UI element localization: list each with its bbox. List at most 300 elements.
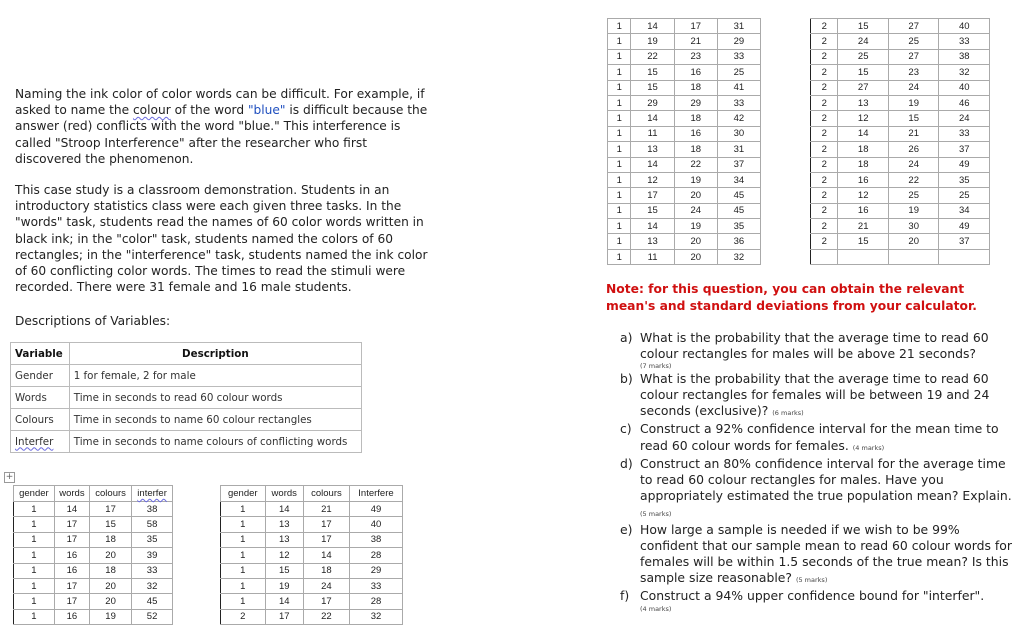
table-cell: 1: [608, 34, 631, 49]
table-cell: 37: [939, 142, 990, 157]
table-row: [811, 34, 990, 49]
table-row: [608, 249, 761, 264]
table-cell: 40: [939, 19, 990, 34]
table-cell: 58: [132, 517, 173, 532]
table-cell: 2: [811, 219, 838, 234]
column-header: words: [54, 486, 89, 502]
table-cell: 16: [838, 172, 889, 187]
table-row: [608, 234, 761, 249]
table-cell: 1: [14, 578, 55, 593]
table-cell: 2: [811, 95, 838, 110]
table-cell: 32: [717, 249, 760, 264]
table-cell: 37: [717, 157, 760, 172]
var-desc: 1 for female, 2 for male: [69, 365, 361, 387]
table-row: [14, 502, 173, 517]
table-cell: 34: [939, 203, 990, 218]
table-cell: 21: [674, 34, 717, 49]
table-cell: 16: [674, 126, 717, 141]
table-cell: 17: [54, 517, 89, 532]
table-cell: 38: [349, 532, 402, 547]
table-cell: 16: [674, 65, 717, 80]
table-cell: 19: [674, 172, 717, 187]
table-row: [811, 172, 990, 187]
table-cell: 41: [717, 80, 760, 95]
table-row: [811, 142, 990, 157]
table-cell: 1: [221, 578, 266, 593]
table-row: [14, 609, 173, 624]
table-cell: 12: [265, 548, 303, 563]
table-cell: 19: [265, 578, 303, 593]
table-cell: 2: [811, 126, 838, 141]
table-cell: 15: [838, 19, 889, 34]
table-row: [608, 157, 761, 172]
header-description: Description: [69, 343, 361, 365]
table-cell: 20: [674, 188, 717, 203]
table-cell: 1: [221, 502, 266, 517]
question-text: What is the probability that the average time to read 60 colour rectangles for males will be above 21 seconds?: [640, 330, 989, 362]
table-cell: 14: [54, 502, 89, 517]
table-cell: 12: [838, 111, 889, 126]
question-label: b): [620, 371, 633, 387]
table-cell: 18: [303, 563, 349, 578]
table-cell: 22: [674, 157, 717, 172]
table-row: [811, 188, 990, 203]
table-cell: 1: [14, 609, 55, 624]
var-desc: Time in seconds to read 60 colour words: [69, 387, 361, 409]
table-cell: 31: [717, 19, 760, 34]
table-cell: 1: [608, 234, 631, 249]
table-cell: 1: [608, 219, 631, 234]
marks-label: (4 marks): [640, 604, 672, 613]
table-cell: 20: [89, 548, 131, 563]
intro-paragraph-2: This case study is a classroom demonstration. Students in an introductory statistics class were each given three tasks. In the "words" task, students read the names of 60 color words written in black ink; in the "color" task, students named the colors of 60 rectangles; in the "interference" task, students named the ink color of 60 conflicting color words. The times to read the stimuli were recorded. There were 31 female and 16 male students.: [15, 183, 428, 295]
table-cell: 46: [939, 95, 990, 110]
table-cell: 18: [89, 532, 131, 547]
table-row: [221, 609, 403, 624]
variables-table: [10, 342, 362, 453]
table-cell: 29: [631, 95, 674, 110]
table-cell: 45: [132, 594, 173, 609]
marks-label: (7 marks): [640, 362, 672, 371]
table-cell: 17: [674, 19, 717, 34]
table-row: [221, 517, 403, 532]
table-cell: 17: [54, 594, 89, 609]
table-cell: 1: [221, 532, 266, 547]
table-cell: 16: [54, 609, 89, 624]
table-cell: 15: [838, 65, 889, 80]
table-row: [811, 219, 990, 234]
table-cell: 45: [717, 203, 760, 218]
table-cell: 13: [265, 517, 303, 532]
data-table-bottom-2: [220, 485, 403, 625]
table-cell: 1: [608, 80, 631, 95]
table-cell: 18: [838, 142, 889, 157]
table-cell: 2: [811, 142, 838, 157]
table-cell: 1: [221, 594, 266, 609]
table-cell: [811, 249, 838, 264]
table-cell: 15: [631, 65, 674, 80]
table-cell: 1: [608, 65, 631, 80]
table-cell: 2: [811, 234, 838, 249]
question-a: [620, 330, 1012, 371]
table-cell: 32: [132, 578, 173, 593]
table-cell: 25: [888, 188, 939, 203]
question-label: d): [620, 455, 633, 471]
question-d: [620, 456, 1012, 522]
table-cell: 22: [888, 172, 939, 187]
table-cell: 13: [838, 95, 889, 110]
var-desc: Time in seconds to name colours of conflicting words: [69, 431, 361, 453]
table-cell: 17: [303, 532, 349, 547]
table-cell: 35: [717, 219, 760, 234]
table-row: [811, 19, 990, 34]
table-cell: 20: [674, 234, 717, 249]
var-desc: Time in seconds to name 60 colour rectangles: [69, 409, 361, 431]
intro-text: Naming the ink color of color words can be difficult. For example, if asked to name the: [15, 87, 425, 118]
table-cell: 20: [888, 234, 939, 249]
table-cell: 1: [14, 594, 55, 609]
table-cell: 2: [811, 19, 838, 34]
question-label: a): [620, 330, 633, 345]
table-row: [811, 111, 990, 126]
table-cell: 1: [608, 157, 631, 172]
table-cell: 33: [939, 126, 990, 141]
table-cell: 27: [838, 80, 889, 95]
marks-label: (5 marks): [795, 576, 828, 585]
table-row: [608, 34, 761, 49]
table-cell: 13: [631, 142, 674, 157]
table-cell: 2: [811, 157, 838, 172]
table-cell: 16: [838, 203, 889, 218]
table-row: [608, 80, 761, 95]
table-row: [608, 19, 761, 34]
table-cell: 11: [631, 126, 674, 141]
table-cell: 1: [608, 203, 631, 218]
table-row: [608, 126, 761, 141]
table-cell: 31: [717, 142, 760, 157]
column-header: gender: [221, 486, 266, 502]
table-row: [221, 502, 403, 517]
question-c: [620, 421, 1012, 455]
table-row: [608, 188, 761, 203]
table-row: [608, 172, 761, 187]
table-row: [14, 517, 173, 532]
table-cell: 2: [811, 203, 838, 218]
table-cell: 17: [303, 594, 349, 609]
table-cell: 25: [717, 65, 760, 80]
table-cell: 18: [674, 80, 717, 95]
intro-paragraph-1: [15, 86, 435, 167]
table-cell: 26: [888, 142, 939, 157]
table-cell: 40: [349, 517, 402, 532]
table-cell: 17: [89, 502, 131, 517]
table-row: [811, 80, 990, 95]
table-cell: 23: [888, 65, 939, 80]
table-cell: 1: [608, 49, 631, 64]
table-cell: 24: [838, 34, 889, 49]
table-cell: 30: [888, 219, 939, 234]
table-row: [608, 95, 761, 110]
table-cell: 38: [939, 49, 990, 64]
question-label: c): [620, 421, 632, 437]
table-cell: 21: [888, 126, 939, 141]
table-cell: 1: [608, 142, 631, 157]
table-row: [811, 95, 990, 110]
var-name: Words: [11, 387, 70, 409]
table-cell: 34: [717, 172, 760, 187]
table-cell: 2: [811, 188, 838, 203]
question-text: Construct an 80% confidence interval for the average time to read 60 colour rectangles for males. Have you appropriately estimated the true population mean? Explain.: [640, 455, 1012, 503]
table-cell: 30: [717, 126, 760, 141]
table-cell: 1: [221, 548, 266, 563]
question-e: [620, 522, 1012, 588]
table-cell: 14: [838, 126, 889, 141]
table-row: [811, 49, 990, 64]
table-cell: 16: [54, 548, 89, 563]
table-row: [811, 65, 990, 80]
table-cell: 24: [888, 80, 939, 95]
blue-word: "blue": [247, 103, 286, 118]
table-cell: 45: [717, 188, 760, 203]
table-cell: [838, 249, 889, 264]
table-cell: 32: [939, 65, 990, 80]
column-header: gender: [14, 486, 55, 502]
table-cell: 28: [349, 594, 402, 609]
table-cell: 49: [939, 157, 990, 172]
table-cell: 27: [888, 49, 939, 64]
table-cell: 1: [608, 19, 631, 34]
table-row: [608, 142, 761, 157]
table-cell: 17: [631, 188, 674, 203]
table-row: [221, 578, 403, 593]
question-b: [620, 371, 1012, 421]
table-cell: 1: [608, 249, 631, 264]
table-cell: 37: [939, 234, 990, 249]
table-cell: 17: [54, 532, 89, 547]
table-cell: 17: [303, 517, 349, 532]
table-cell: 25: [939, 188, 990, 203]
table-cell: 2: [811, 34, 838, 49]
table-cell: 2: [221, 609, 266, 624]
table-cell: 49: [349, 502, 402, 517]
table-cell: 1: [608, 126, 631, 141]
question-text: What is the probability that the average time to read 60 colour rectangles for females will be between 19 and 24 seconds (exclusive)?: [640, 371, 990, 419]
questions-list: [620, 330, 1012, 614]
table-cell: 14: [631, 157, 674, 172]
table-cell: 2: [811, 49, 838, 64]
table-cell: 14: [265, 594, 303, 609]
table-cell: 23: [674, 49, 717, 64]
table-cell: 35: [132, 532, 173, 547]
table-row: [608, 49, 761, 64]
header-variable: Variable: [11, 343, 70, 365]
marks-label: (4 marks): [852, 443, 885, 452]
table-row: [14, 532, 173, 547]
table-cell: 25: [838, 49, 889, 64]
data-table-bottom-1: [13, 485, 173, 625]
table-cell: 33: [717, 95, 760, 110]
table-cell: 21: [303, 502, 349, 517]
table-cell: 38: [132, 502, 173, 517]
table-cell: 28: [349, 548, 402, 563]
table-cell: 24: [888, 157, 939, 172]
table-cell: 2: [811, 111, 838, 126]
table-cell: 15: [89, 517, 131, 532]
table-row: [811, 157, 990, 172]
column-header: interfer: [132, 486, 173, 502]
marks-label: (6 marks): [772, 409, 804, 418]
table-cell: 22: [631, 49, 674, 64]
table-cell: 1: [608, 172, 631, 187]
var-name: Interfer: [11, 431, 70, 453]
calculator-note: Note: for this question, you can obtain the relevant mean's and standard deviations from your calculator.: [606, 282, 977, 313]
column-header: Interfere: [349, 486, 402, 502]
table-cell: 1: [14, 502, 55, 517]
table-move-handle[interactable]: +: [5, 472, 14, 482]
table-cell: 35: [939, 172, 990, 187]
table-row: [608, 219, 761, 234]
table-cell: 29: [717, 34, 760, 49]
header-row: [14, 486, 173, 502]
intro-text: of the word: [170, 103, 248, 118]
table-cell: 39: [132, 548, 173, 563]
table-cell: 15: [838, 234, 889, 249]
table-cell: 52: [132, 609, 173, 624]
table-cell: 2: [811, 80, 838, 95]
table-cell: 14: [631, 219, 674, 234]
question-label: f): [620, 588, 630, 604]
question-text: Construct a 94% upper confidence bound for "interfer".: [640, 588, 985, 604]
table-cell: 1: [221, 563, 266, 578]
table-cell: 15: [631, 203, 674, 218]
table-row: [14, 548, 173, 563]
table-cell: 1: [14, 517, 55, 532]
table-cell: 11: [631, 249, 674, 264]
table-cell: 42: [717, 111, 760, 126]
table-cell: 14: [631, 111, 674, 126]
question-label: e): [620, 522, 633, 538]
table-cell: 14: [303, 548, 349, 563]
table-cell: 33: [939, 34, 990, 49]
table-cell: 18: [838, 157, 889, 172]
data-table-top-1: [607, 18, 761, 265]
table-cell: 20: [89, 594, 131, 609]
var-name: Gender: [11, 365, 70, 387]
column-header: colours: [303, 486, 349, 502]
table-row: [608, 65, 761, 80]
marks-label: (5 marks): [640, 509, 672, 518]
table-row: [221, 548, 403, 563]
table-cell: 19: [674, 219, 717, 234]
table-cell: 36: [717, 234, 760, 249]
column-header: colours: [89, 486, 131, 502]
table-cell: 25: [888, 34, 939, 49]
table-cell: 27: [888, 19, 939, 34]
table-cell: 1: [14, 548, 55, 563]
table-cell: 22: [303, 609, 349, 624]
table-row: [608, 203, 761, 218]
spellcheck-word: colour: [132, 103, 171, 118]
table-cell: 14: [631, 19, 674, 34]
table-cell: 29: [674, 95, 717, 110]
table-row: [811, 203, 990, 218]
table-cell: 40: [939, 80, 990, 95]
table-cell: 49: [939, 219, 990, 234]
table-cell: 18: [89, 563, 131, 578]
header-row: [221, 486, 403, 502]
table-row: [14, 578, 173, 593]
table-row: [221, 532, 403, 547]
table-cell: 18: [674, 142, 717, 157]
table-cell: 21: [838, 219, 889, 234]
table-cell: [888, 249, 939, 264]
table-cell: 24: [303, 578, 349, 593]
question-text: Construct a 92% confidence interval for the mean time to read 60 colour words for females.: [640, 421, 999, 453]
table-cell: 2: [811, 65, 838, 80]
question-f: [620, 588, 1012, 613]
table-cell: 19: [89, 609, 131, 624]
table-cell: 13: [265, 532, 303, 547]
table-cell: 33: [349, 578, 402, 593]
table-cell: 19: [888, 203, 939, 218]
table-cell: 1: [608, 188, 631, 203]
table-cell: 15: [888, 111, 939, 126]
table-cell: 33: [132, 563, 173, 578]
table-row: [811, 126, 990, 141]
table-cell: 16: [54, 563, 89, 578]
table-cell: 17: [265, 609, 303, 624]
table-cell: 1: [608, 111, 631, 126]
var-name: Colours: [11, 409, 70, 431]
table-cell: 13: [631, 234, 674, 249]
table-cell: 19: [888, 95, 939, 110]
data-table-top-2: [810, 18, 990, 265]
table-cell: 15: [265, 563, 303, 578]
table-cell: 19: [631, 34, 674, 49]
table-cell: 24: [674, 203, 717, 218]
table-cell: 32: [349, 609, 402, 624]
table-cell: 24: [939, 111, 990, 126]
table-cell: 12: [838, 188, 889, 203]
table-row: [608, 111, 761, 126]
table-row: [811, 234, 990, 249]
table-row: [221, 563, 403, 578]
table-row: [811, 249, 990, 264]
descriptions-heading: Descriptions of Variables:: [15, 314, 171, 328]
table-cell: 1: [608, 95, 631, 110]
table-cell: 18: [674, 111, 717, 126]
table-cell: 33: [717, 49, 760, 64]
table-cell: 20: [89, 578, 131, 593]
intro-text: is difficult because the answer (red) conflicts with the word "blue." This interference is called "Stroop Interference" after the researcher who first discovered the phenomenon.: [15, 103, 428, 166]
table-row: [14, 594, 173, 609]
table-cell: [939, 249, 990, 264]
table-cell: 12: [631, 172, 674, 187]
table-row: [221, 594, 403, 609]
table-cell: 2: [811, 172, 838, 187]
column-header: words: [265, 486, 303, 502]
table-cell: 29: [349, 563, 402, 578]
table-row: [14, 563, 173, 578]
table-cell: 1: [14, 563, 55, 578]
table-cell: 20: [674, 249, 717, 264]
table-cell: 14: [265, 502, 303, 517]
table-cell: 15: [631, 80, 674, 95]
question-text: How large a sample is needed if we wish to be 99% confident that our sample mean to read 60 colour words for females will be within 1.5 seconds of the true mean? Is this sample size reasonable?: [640, 522, 1012, 586]
table-cell: 1: [221, 517, 266, 532]
table-cell: 1: [14, 532, 55, 547]
table-cell: 17: [54, 578, 89, 593]
